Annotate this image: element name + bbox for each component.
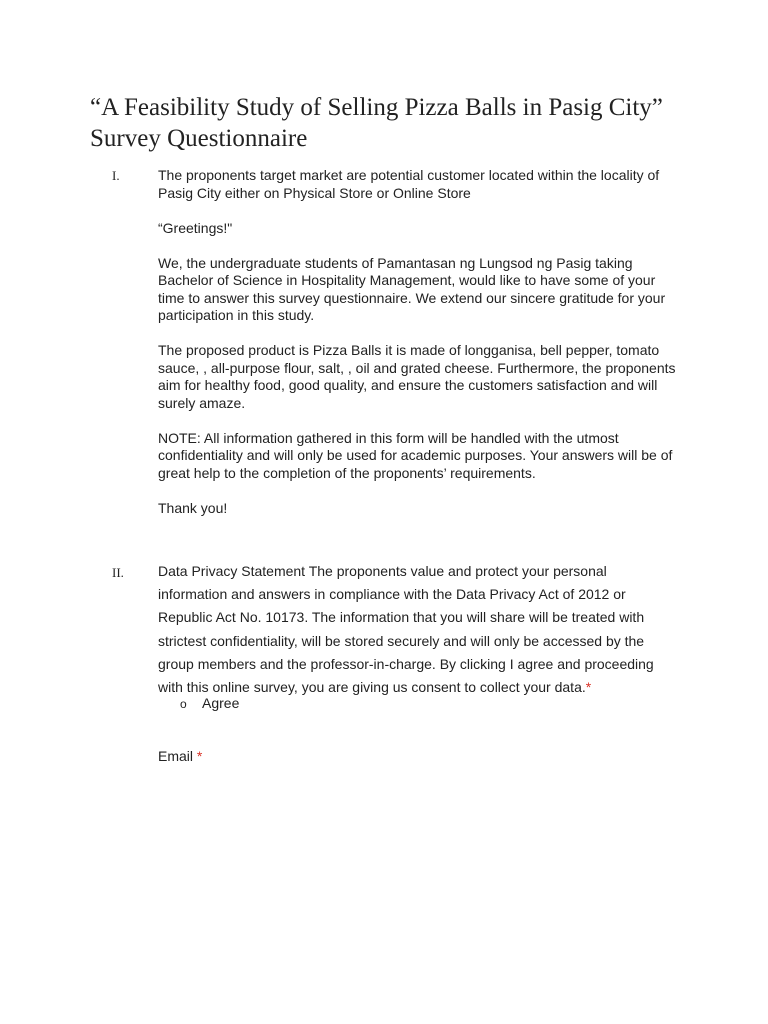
email-label: Email: [158, 748, 194, 764]
required-asterisk: *: [585, 679, 592, 696]
title-line-1: “A Feasibility Study of Selling Pizza Balls in Pasig City”: [90, 94, 663, 121]
students-paragraph: We, the undergraduate students of Pamantasan ng Lungsod ng Pasig taking Bachelor of Science in Hospitality Management, would like to have some of your time to answer this survey questionnaire. We extend our sincere gratitude for your participation in this study.: [158, 254, 666, 323]
privacy-statement: [158, 560, 678, 699]
radio-bullet-icon[interactable]: o: [180, 697, 187, 711]
product-paragraph: The proposed product is Pizza Balls it is made of longganisa, bell pepper, tomato sauce, , all-purpose flour, salt, , oil and grated cheese. Furthermore, the proponents aim for healthy food, good quality, and ensure the customers satisfaction and will surely amaze.: [158, 342, 676, 411]
privacy-statement-text: Data Privacy Statement The proponents value and protect your personal information and answers in compliance with the Data Privacy Act of 2012 or Republic Act No. 10173. The information that you will share will be treated with strictest confidentiality, will be stored securely and will only be accessed by the group members and the professor-in-charge. By clicking I agree and proceeding with this online survey, you are giving us consent to collect your data.: [158, 563, 654, 696]
email-required-asterisk: *: [196, 748, 203, 764]
note-paragraph: NOTE: All information gathered in this form will be handled with the utmost confidentiality and will only be used for academic purposes. Your answers will be of great help to the completion of the proponents’ requirements.: [158, 429, 673, 481]
thanks-paragraph: Thank you!: [158, 499, 228, 516]
document-title: [90, 92, 730, 154]
email-question: [158, 748, 202, 764]
intro-paragraph: The proponents target market are potential customer located within the locality of Pasig City either on Physical Store or Online Store: [158, 167, 660, 201]
greeting-paragraph: “Greetings!": [158, 219, 233, 236]
agree-option-label: Agree: [202, 695, 240, 711]
section-1-body: [158, 167, 678, 517]
agree-option[interactable]: [180, 695, 239, 711]
section-2-numeral: II.: [112, 565, 124, 580]
section-1-numeral: I.: [112, 168, 120, 183]
title-line-2: Survey Questionnaire: [90, 125, 308, 152]
